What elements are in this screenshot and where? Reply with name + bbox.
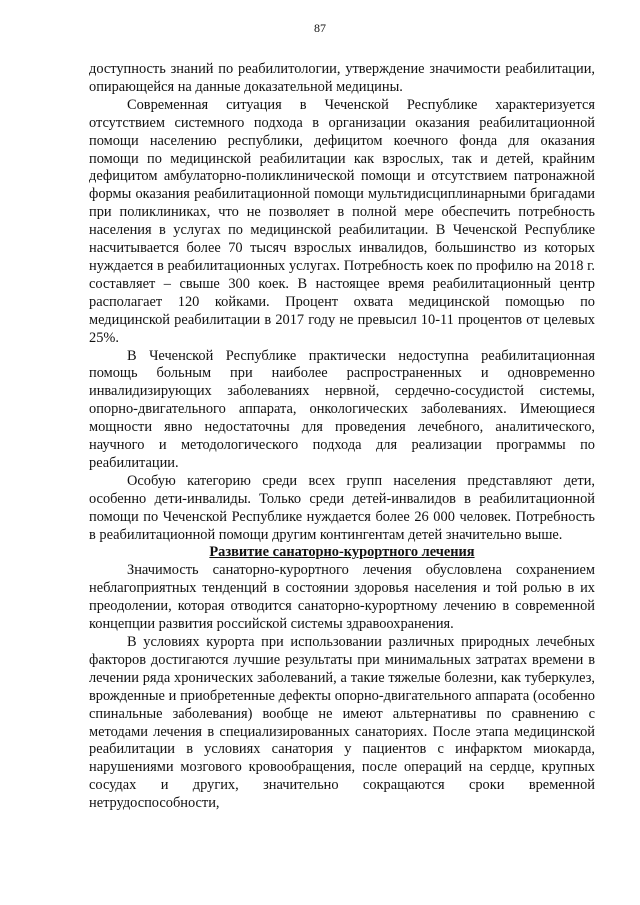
paragraph-current-situation: Современная ситуация в Чеченской Республике характеризуется отсутствием системного подхода в организации оказания реабилитационной помощи населению республики, дефицитом коечного фонда для оказания помощи по медицинской реабилитации как взрослых, так и детей, крайним дефицитом амбулаторно-поликлинической помощи и отсутствием патронажной формы оказания реабилитационной помощи мультидисциплинарными бригадами при поликлиниках, что не позволяет в полной мере обеспечить потребность населения в услугах по медицинской реабилитации. В Чеченской Республике насчитывается более 70 тысяч взрослых инвалидов, большинство из которых нуждается в реабилитационных услугах. Потребность коек по профилю на 2018 г. составляет – свыше 300 коек. В настоящее время реабилитационный центр располагает 120 койками. Процент охвата медицинской помощью по медицинской реабилитации в 2017 году не превысил 10-11 процентов от целевых 25%. [89,96,595,346]
paragraph-continuation: доступность знаний по реабилитологии, утверждение значимости реабилитации, опирающейся на данные доказательной медицины. [89,61,595,95]
page-number: 87 [314,21,326,35]
paragraph-rehab-availability: В Чеченской Республике практически недоступна реабилитационная помощь больным при наиболее распространенных и одновременно инвалидизирующих заболеваниях нервной, сердечно-сосудистой системы, опорно-двигательного аппарата, онкологических заболеваниях. Имеющиеся мощности явно недостаточны для проведения лечебного, аналитического, научного и методологического подхода для реализации программы по реабилитации. [89,347,595,471]
paragraph-children: Особую категорию среди всех групп населения представляют дети, особенно дети-инвалиды. Только среди детей-инвалидов в реабилитационной помощи по Чеченской Республике нуждается более 26 000 человек. Потребность в реабилитационной помощи другим контингентам детей значительно выше. [89,472,595,543]
paragraph-resort-conditions: В условиях курорта при использовании различных природных лечебных факторов достигаются лучшие результаты при минимальных затратах времени в лечении ряда хронических заболеваний, а такие тяжелые болезни, как туберкулез, врожденные и приобретенные дефекты опорно-двигательного аппарата (особенно спинальные заболевания) вообще не имеют альтернативы по сравнению с методами лечения в специализированных санаториях. После этапа медицинской реабилитации в условиях санатория у пациентов с инфарктом миокарда, нарушениями мозгового кровообращения, после операций на сердце, крупных сосудах и других, значительно сокращаются сроки временной нетрудоспособности, [89,634,595,812]
section-heading: Развитие санаторно-курортного лечения [209,544,475,561]
page-content [89,61,595,813]
paragraph-sanatorium-significance: Значимость санаторно-курортного лечения обусловлена сохранением неблагоприятных тенденций в состоянии здоровья населения и той ролью в их преодолении, которая отводится санаторно-курортному лечению в современной концепции развития российской системы здравоохранения. [89,562,595,633]
